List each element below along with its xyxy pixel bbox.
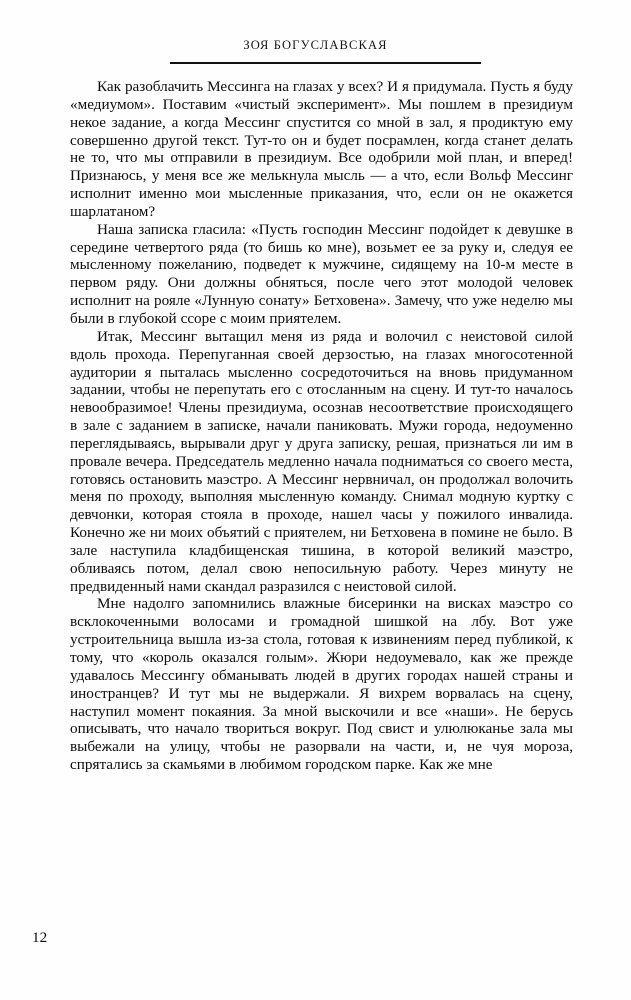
running-head [0, 36, 631, 54]
paragraph: Наша записка гласила: «Пусть господин Мессинг подойдет к девушке в середине четвертого ряда (то бишь ко мне), возьмет ее за руку и, следуя ее мысленному пожеланию, подведет к мужчине, сидящему на 10-м месте в первом ряду. Они должны обняться, после чего этот молодой человек исполнит на рояле «Лунную сонату» Бетховена». Замечу, что уже неделю мы были в глубокой ссоре с моим приятелем. [70, 220, 573, 327]
header-divider-rule [170, 62, 481, 64]
page-number: 12 [32, 929, 48, 946]
paragraph: Как разоблачить Мессинга на глазах у всех? И я придумала. Пусть я буду «медиумом». Поставим «чистый эксперимент». Мы пошлем в президиум некое задание, а когда Мессинг спустится со мной в зал, я продиктую ему совершенно другой текст. Тут-то он и будет посрамлен, когда станет делать не то, что мы отправили в президиум. Все одобрили мой план, и вперед! Признаюсь, у меня все же мелькнула мысль — а что, если Вольф Мессинг исполнит именно мои мысленные приказания, что, если он не окажется шарлатаном? [70, 78, 574, 220]
paragraph: Итак, Мессинг вытащил меня из ряда и волочил с неистовой силой вдоль прохода. Перепуганная своей дерзостью, на глазах многосотенной аудитории я пыталась мысленно сосредоточиться на вновь придуманном задании, чтобы не перепутать его с отосланным на сцену. И тут-то началось невообразимое! Члены президиума, осознав несоответствие происходящего в зале с заданием в записке, начали паниковать. Мужи города, недоуменно переглядываясь, вырывали друг у друга записку, решая, признаться ли им в провале вечера. Председатель медленно начала подниматься со своего места, готовясь остановить маэстро. А Мессинг нервничал, он продолжал волочить меня по проходу, выполняя мысленную команду. Снимал модную куртку с девчонки, которая стояла в проходе, нашел часы у пожилого инвалида. Конечно же ни моих объятий с приятелем, ни Бетховена в помине не было. В зале наступила кладбищенская тишина, в которой великий маэстро, обливаясь потом, делал свою непосильную работу. Через минуту не предвиденный нами скандал разразился с неистовой силой. [70, 327, 573, 595]
body-text-block [70, 78, 573, 774]
paragraph: Мне надолго запомнились влажные бисеринки на висках маэстро со всклокоченными волосами и громадной шишкой на лбу. Вот уже устроительница вышла из-за стола, готовая к извинениям перед публикой, к тому, что «король оказался голым». Жюри недоумевало, как же прежде удавалось Мессингу обманывать людей в других городах нашей страны и иностранцев? И тут мы не выдержали. Я вихрем ворвалась на сцену, наступил момент покаяния. За мной выскочили и все «наши». Не берусь описывать, что начало твориться вокруг. Под свист и улюлюканье зала мы выбежали на улицу, чтобы не разорвали на части, и, не чуя мороза, спрятались за скамьями в любимом городском парке. Как же мне [70, 595, 573, 774]
running-head-title: ЗОЯ БОГУСЛАВСКАЯ [243, 38, 388, 52]
